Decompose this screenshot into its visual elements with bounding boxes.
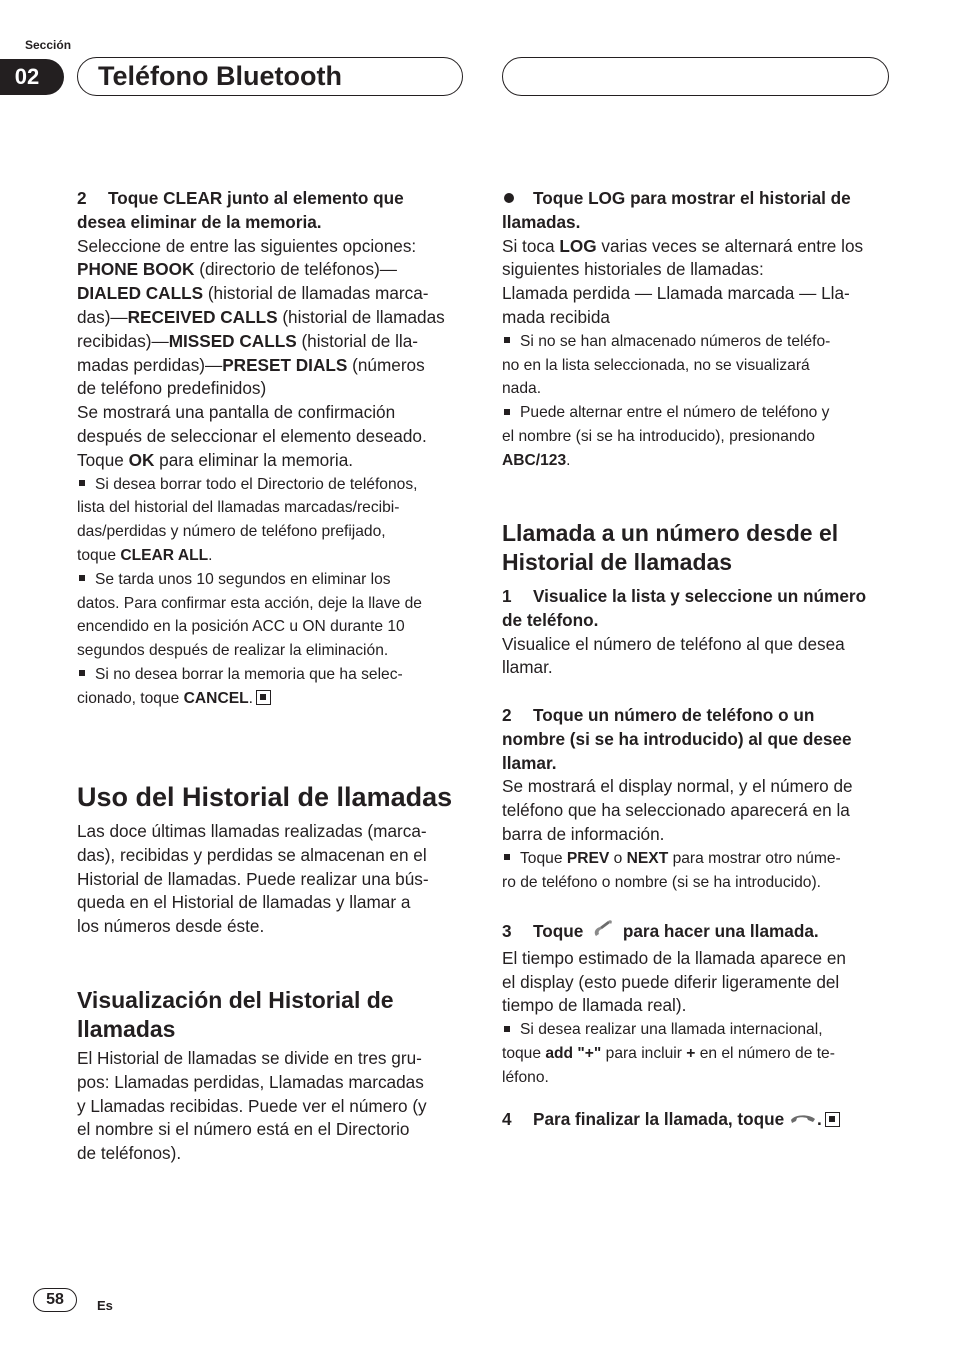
section-label: Sección [25,38,72,52]
note-clear-all: Si desea borrar todo el Directorio de teléfonos, lista del historial del llamadas marcadas/recibi- das/perdidas y número de teléfono prefijado, toque CLEAR ALL. [77,475,418,564]
right-column-steps-4 [502,1108,890,1132]
bullet-log: Toque LOG para mostrar el historial de llamadas. [502,188,851,232]
note-abc123: Puede alternar entre el número de teléfono y el nombre (si se ha introducido), presionando ABC/123. [502,404,830,469]
step-2-clear: 2 Toque CLEAR junto al elemento que [77,188,404,208]
right-column-steps-3 [502,918,890,1090]
visualizacion-paragraph: El Historial de llamadas se divide en tres gru- pos: Llamadas perdidas, Llamadas marcadas y Llamadas recibidas. Puede ver el número (y el nombre si el número está en el Directorio de teléfonos). [77,1048,427,1164]
note-cancel: Si no desea borrar la memoria que ha selec- cionado, toque CANCEL. [77,665,403,707]
step-3-paragraph: El tiempo estimado de la llamada aparece en el display (esto puede diferir ligeramente del tiempo de llamada real). [502,947,846,1016]
note-square-icon [504,1026,510,1032]
step-1-visualice: 1 Visualice la lista y seleccione un número de teléfono. [502,586,867,630]
language-code: Es [97,1298,113,1313]
heading-visualizacion: Visualización del Historial de llamadas [77,987,394,1042]
step-2-clear-cont: desea eliminar de la memoria. [77,211,322,232]
note-prev-next: Toque PREV o NEXT para mostrar otro núme- ro de teléfono o nombre (si se ha introducido). [502,849,841,891]
uso-historial-paragraph: Las doce últimas llamadas realizadas (marca- das), recibidas y perdidas se almacenan en el Historial de llamadas. Puede realizar una bús- queda en el Historial de llamadas y llamar a los números desde éste. [77,821,429,937]
left-column [77,187,465,711]
chapter-title-empty-box [502,57,889,96]
step-3-llamada: 3 Toque para hacer una llamada. [502,918,890,947]
note-international: Si desea realizar una llamada internacional, toque add "+" para incluir + en el número de te- léfono. [502,1021,835,1086]
step-1-paragraph: Visualice el número de teléfono al que desea llamar. [502,633,845,678]
right-column-steps-1 [502,585,890,680]
log-paragraph: Si toca LOG varias veces se alternará entre los siguientes historiales de llamadas: Llamada perdida — Llamada marcada — Lla- mada recibida [502,235,864,327]
clear-options-paragraph: Seleccione de entre las siguientes opciones: PHONE BOOK (directorio de teléfonos)— DIALED CALLS (historial de llamadas marca- das)—RECEIVED CALLS (historial de llamadas recibidas)—MISSED CALLS (historial de lla- madas perdidas)—PRESET DIALS (números de teléfono predefinidos) Se mostrará una pantalla de confirmación después de seleccionar el elemento deseado. Toque OK para eliminar la memoria. [77,235,445,470]
end-of-section-icon [256,690,271,705]
right-column-top [502,187,890,473]
note-no-numbers: Si no se han almacenado números de teléfo- no en la lista seleccionada, no se visualizará nada. [502,332,831,398]
page-number: 58 [33,1288,77,1312]
phone-call-icon [588,918,618,947]
right-column-steps-2 [502,704,890,894]
note-square-icon [504,409,510,415]
note-square-icon [79,670,85,676]
note-square-icon [79,575,85,581]
phone-hangup-icon [789,1109,817,1133]
note-delete-time: Se tarda unos 10 segundos en eliminar los datos. Para confirmar esta acción, deje la llave de encendido en la posición ACC u ON durante 10 segundos después de realizar la eliminación. [77,570,422,660]
heading-llamada-historial: Llamada a un número desde el Historial de llamadas [502,520,839,575]
step-4-finalizar: 4 Para finalizar la llamada, toque . [502,1108,890,1132]
end-of-section-icon [825,1112,840,1127]
note-square-icon [504,337,510,343]
note-square-icon [504,854,510,860]
step-2-toque-numero: 2 Toque un número de teléfono o un nombre (si se ha introducido) al que desee llamar. [502,705,852,773]
chapter-title: Teléfono Bluetooth [77,57,463,96]
section-number-badge: 02 [0,59,64,95]
heading-uso-historial: Uso del Historial de llamadas [77,782,453,812]
bullet-icon [504,193,514,203]
note-square-icon [79,480,85,486]
step-2-paragraph: Se mostrará el display normal, y el número de teléfono que ha seleccionado aparecerá en la barra de información. [502,776,853,844]
